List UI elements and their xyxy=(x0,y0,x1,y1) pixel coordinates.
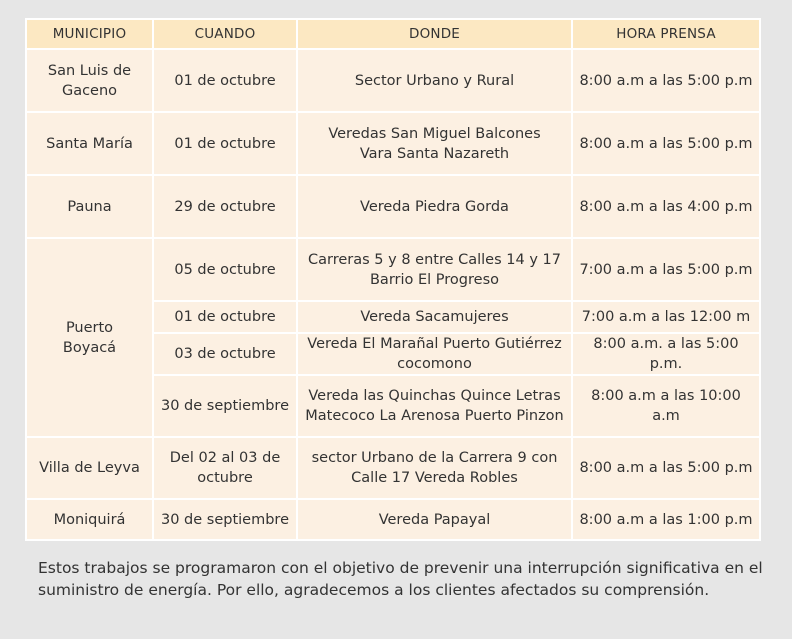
cell-hora: 7:00 a.m a las 12:00 m xyxy=(572,301,760,333)
cell-municipio: Moniquirá xyxy=(26,499,153,540)
table-header-row xyxy=(26,19,760,49)
cell-cuando: 05 de octubre xyxy=(153,238,297,301)
cell-cuando: 01 de octubre xyxy=(153,112,297,175)
cell-donde: sector Urbano de la Carrera 9 con Calle 17 Vereda Robles xyxy=(297,437,572,499)
cell-donde: Vereda las Quinchas Quince Letras Matecoco La Arenosa Puerto Pinzon xyxy=(297,375,572,437)
cell-municipio: San Luis de Gaceno xyxy=(26,49,153,112)
cell-cuando: 01 de octubre xyxy=(153,49,297,112)
cell-hora: 8:00 a.m a las 4:00 p.m xyxy=(572,175,760,238)
header-donde: DONDE xyxy=(297,19,572,49)
schedule-table xyxy=(25,18,761,541)
cell-municipio: Santa María xyxy=(26,112,153,175)
footnote-text: Estos trabajos se programaron con el objetivo de prevenir una interrupción significativa en el suministro de energía. Por ello, agradecemos a los clientes afectados su comprensión. xyxy=(38,559,763,599)
cell-donde: Carreras 5 y 8 entre Calles 14 y 17 Barrio El Progreso xyxy=(297,238,572,301)
cell-donde: Veredas San Miguel Balcones Vara Santa Nazareth xyxy=(297,112,572,175)
cell-donde: Vereda Sacamujeres xyxy=(297,301,572,333)
cell-hora: 8:00 a.m a las 5:00 p.m xyxy=(572,49,760,112)
cell-donde: Sector Urbano y Rural xyxy=(297,49,572,112)
table-row xyxy=(26,499,760,540)
cell-cuando: 30 de septiembre xyxy=(153,375,297,437)
cell-municipio: Puerto Boyacá xyxy=(26,238,153,437)
table-row xyxy=(26,437,760,499)
cell-donde: Vereda Papayal xyxy=(297,499,572,540)
cell-cuando: 01 de octubre xyxy=(153,301,297,333)
cell-hora: 8:00 a.m a las 1:00 p.m xyxy=(572,499,760,540)
cell-hora: 8:00 a.m a las 5:00 p.m xyxy=(572,112,760,175)
cell-donde: Vereda El Marañal Puerto Gutiérrez cocomono xyxy=(297,333,572,375)
cell-hora: 8:00 a.m a las 10:00 a.m xyxy=(572,375,760,437)
cell-cuando: 03 de octubre xyxy=(153,333,297,375)
cell-municipio: Villa de Leyva xyxy=(26,437,153,499)
table-row xyxy=(26,238,760,301)
cell-hora: 8:00 a.m a las 5:00 p.m xyxy=(572,437,760,499)
cell-donde: Vereda Piedra Gorda xyxy=(297,175,572,238)
header-cuando: CUANDO xyxy=(153,19,297,49)
cell-cuando: 30 de septiembre xyxy=(153,499,297,540)
header-hora: HORA PRENSA xyxy=(572,19,760,49)
cell-cuando: Del 02 al 03 de octubre xyxy=(153,437,297,499)
cell-cuando: 29 de octubre xyxy=(153,175,297,238)
cell-hora: 7:00 a.m a las 5:00 p.m xyxy=(572,238,760,301)
table-row xyxy=(26,175,760,238)
table-row xyxy=(26,112,760,175)
cell-municipio: Pauna xyxy=(26,175,153,238)
cell-hora: 8:00 a.m. a las 5:00 p.m. xyxy=(572,333,760,375)
header-municipio: MUNICIPIO xyxy=(26,19,153,49)
table-row xyxy=(26,49,760,112)
